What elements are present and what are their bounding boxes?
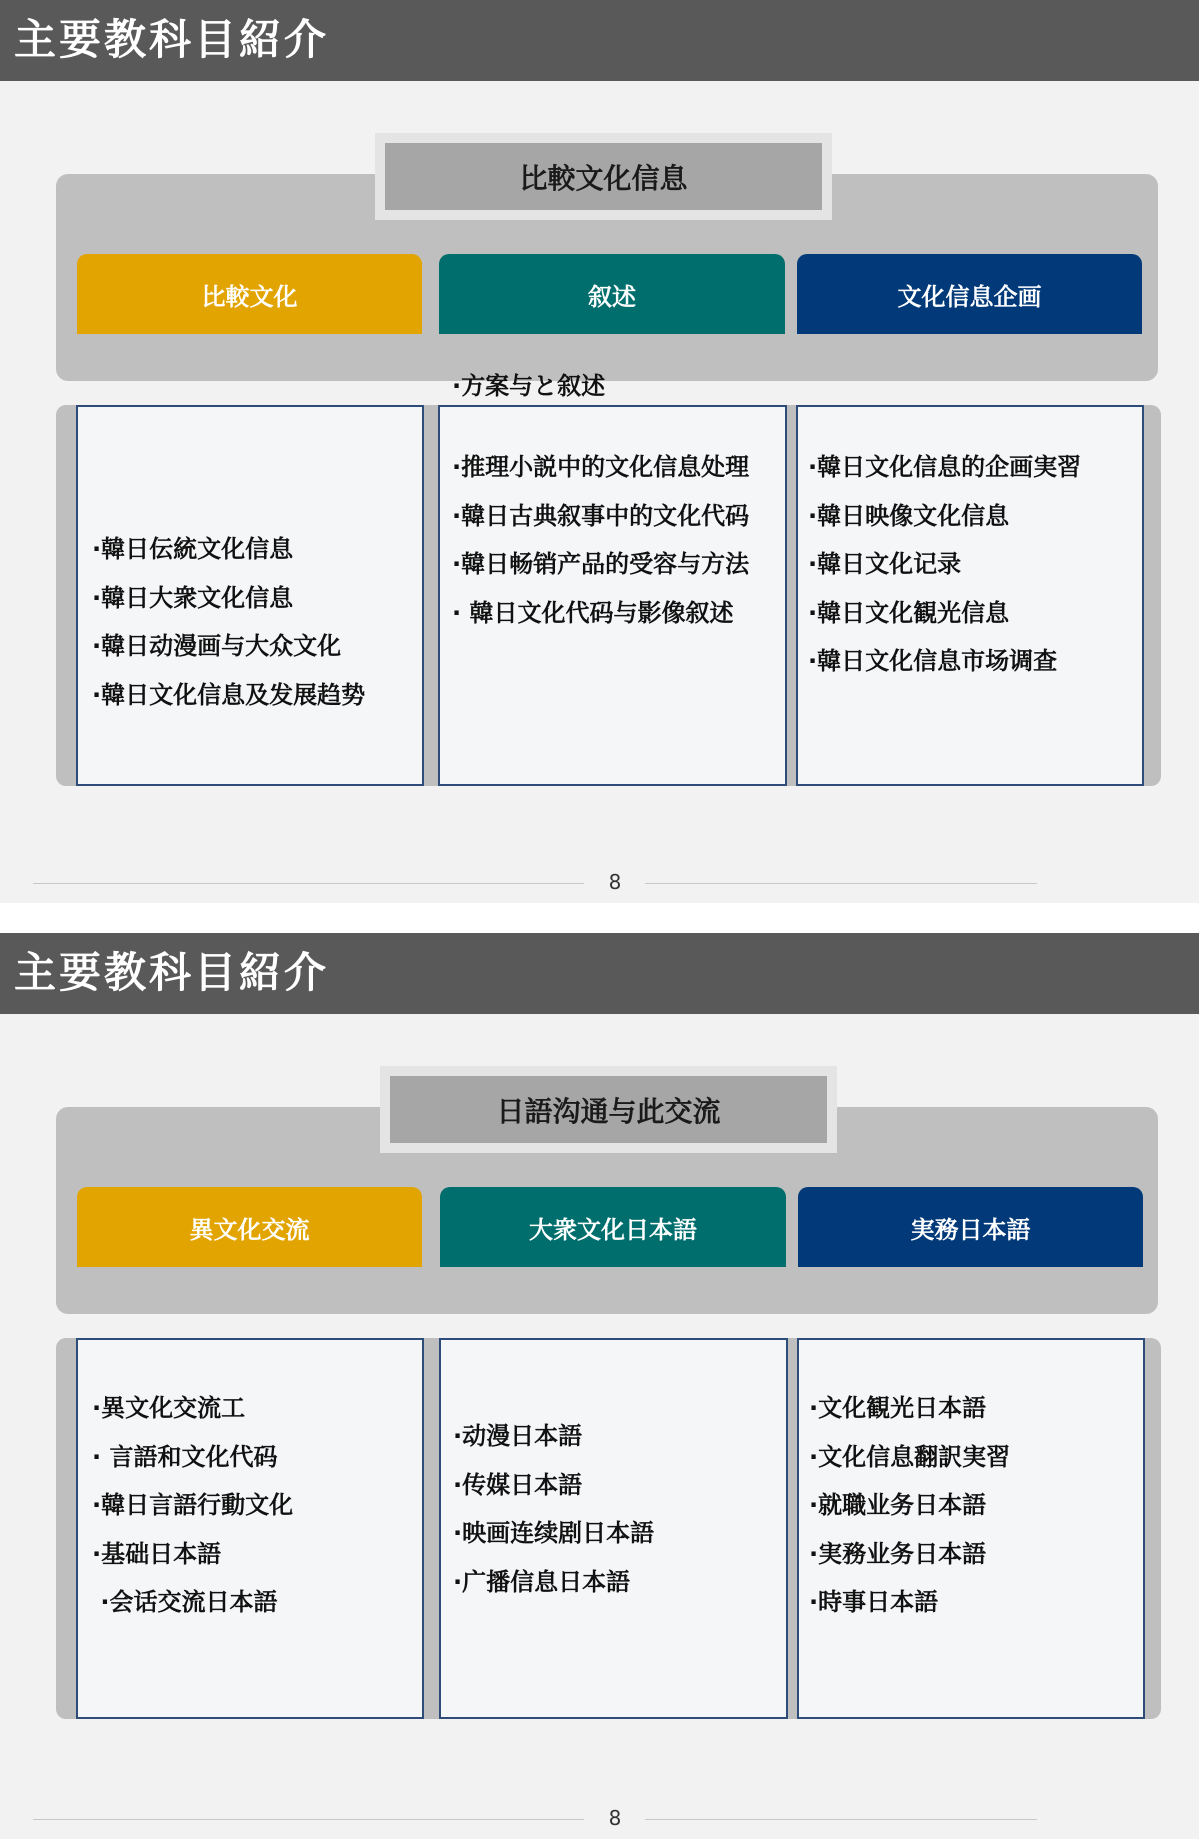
course-item: ·就職业务日本語 bbox=[809, 1491, 987, 1519]
course-item: ·韓日文化信息及发展趋势 bbox=[92, 680, 366, 709]
page-number: 8 bbox=[608, 870, 622, 894]
category-business-japanese: 実務日本語 bbox=[798, 1187, 1143, 1267]
category-intercultural-exchange: 異文化交流 bbox=[77, 1187, 422, 1267]
course-item: ·推理小説中的文化信息处理 bbox=[452, 453, 750, 481]
course-item: ·韓日文化信息的企画実習 bbox=[808, 453, 1082, 481]
course-list bbox=[92, 525, 416, 719]
footer-divider bbox=[33, 1819, 584, 1820]
slide-title: 主要教科目紹介 bbox=[14, 15, 330, 64]
course-item: ·韓日文化信息市场调查 bbox=[808, 647, 1058, 675]
course-item: ·基础日本語 bbox=[92, 1539, 222, 1568]
course-item: ·韓日伝統文化信息 bbox=[92, 535, 294, 563]
course-item: ·韓日映像文化信息 bbox=[808, 501, 1010, 530]
course-item: ·广播信息日本語 bbox=[453, 1567, 631, 1596]
course-item: ·韓日畅销产品的受容与方法 bbox=[452, 550, 750, 578]
course-item: ·动漫日本語 bbox=[453, 1422, 583, 1450]
category-pop-culture-japanese: 大衆文化日本語 bbox=[440, 1187, 786, 1267]
footer-divider bbox=[645, 883, 1037, 884]
category-comparative-culture: 比較文化 bbox=[77, 254, 422, 334]
header-bar bbox=[0, 933, 1199, 1014]
course-item: ·時事日本語 bbox=[809, 1588, 939, 1616]
course-list bbox=[453, 1412, 780, 1606]
course-item: ·传媒日本語 bbox=[453, 1470, 583, 1499]
section-title: 日語沟通与此交流 bbox=[390, 1076, 827, 1143]
course-item: ·韓日古典叙事中的文化代码 bbox=[452, 501, 750, 530]
section-title: 比較文化信息 bbox=[385, 143, 822, 210]
page-number: 8 bbox=[608, 1806, 622, 1830]
footer-divider bbox=[645, 1819, 1037, 1820]
course-item: ·実務业务日本語 bbox=[809, 1539, 987, 1568]
header-bar bbox=[0, 0, 1199, 81]
course-item: ·韓日动漫画与大众文化 bbox=[92, 632, 342, 660]
course-list bbox=[808, 443, 1136, 686]
footer-divider bbox=[33, 883, 584, 884]
course-item: · 言語和文化代码 bbox=[92, 1442, 278, 1471]
course-item: ·韓日言語行動文化 bbox=[92, 1491, 294, 1519]
course-item: ·韓日大衆文化信息 bbox=[92, 583, 294, 612]
course-item: ·韓日文化観光信息 bbox=[808, 598, 1010, 627]
course-card-1 bbox=[76, 1338, 424, 1719]
section-title-frame bbox=[375, 133, 832, 220]
course-card-2 bbox=[438, 405, 787, 786]
slide-1 bbox=[0, 0, 1199, 903]
course-card-3 bbox=[797, 1338, 1145, 1719]
course-list bbox=[809, 1384, 1137, 1627]
course-list bbox=[92, 1384, 416, 1627]
slide-title: 主要教科目紹介 bbox=[14, 948, 330, 997]
overflow-course-item: ·方案与と叙述 bbox=[452, 372, 606, 400]
course-list bbox=[452, 443, 767, 637]
course-item: ·韓日文化记录 bbox=[808, 550, 962, 578]
course-item: ·会话交流日本語 bbox=[92, 1588, 278, 1616]
course-card-3 bbox=[796, 405, 1144, 786]
course-item: ·文化観光日本語 bbox=[809, 1394, 987, 1422]
course-item: ·文化信息翻訳実習 bbox=[809, 1442, 1011, 1471]
course-item: ·異文化交流工 bbox=[92, 1394, 246, 1422]
slide-2 bbox=[0, 933, 1199, 1839]
category-narrative: 叙述 bbox=[439, 254, 785, 334]
course-card-2 bbox=[439, 1338, 788, 1719]
category-culture-info-planning: 文化信息企画 bbox=[797, 254, 1142, 334]
course-item: · 韓日文化代码与影像叙述 bbox=[452, 598, 734, 627]
course-item: ·映画连续剧日本語 bbox=[453, 1519, 655, 1547]
section-title-frame bbox=[380, 1066, 837, 1153]
course-card-1 bbox=[76, 405, 424, 786]
